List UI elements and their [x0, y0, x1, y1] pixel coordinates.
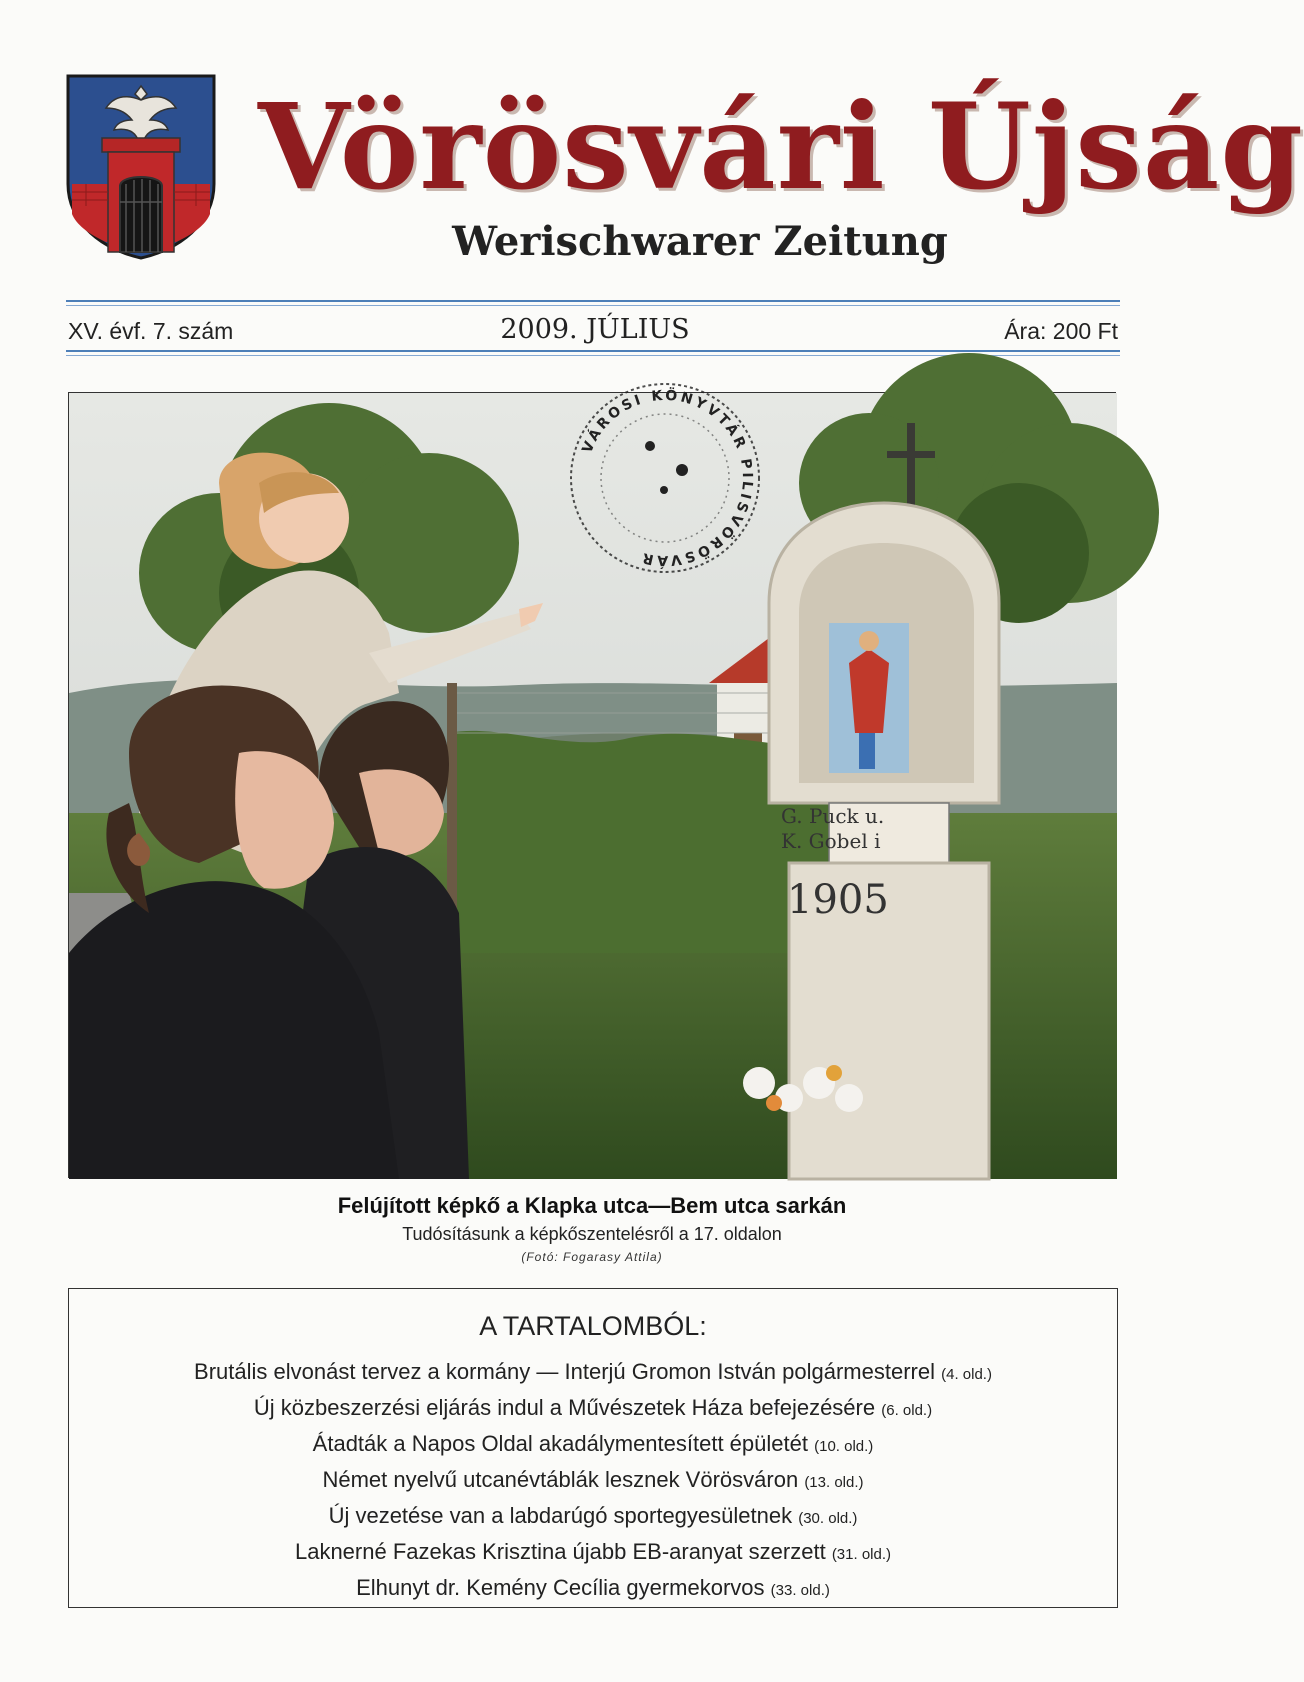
issue-price: Ára: 200 Ft	[1004, 318, 1118, 344]
contents-item[interactable]: Laknerné Fazekas Krisztina újabb EB-aranyat szerzett (31. old.)	[294, 1539, 892, 1564]
contents-list	[69, 1355, 1117, 1607]
masthead-title: Vörösvári Újság	[258, 77, 1304, 216]
plaque-year: 1905	[787, 877, 889, 923]
contents-item[interactable]: Átadták a Napos Oldal akadálymentesített épületét (10. old.)	[312, 1431, 874, 1456]
plaque-line-1: G. Puck u.	[781, 804, 885, 828]
photo-credit: (Fotó: Fogarasy Attila)	[521, 1250, 663, 1264]
contents-item[interactable]: Brutális elvonást tervez a kormány — Interjú Gromon István polgármesterrel (4. old.)	[194, 1359, 992, 1384]
contents-box	[68, 1288, 1118, 1608]
top-rule-thin	[66, 305, 1120, 306]
coat-of-arms-icon	[66, 74, 216, 260]
contents-item[interactable]: Elhunyt dr. Kemény Cecília gyermekorvos (33. old.)	[356, 1575, 830, 1600]
stamp-text: VÁROSI KÖNYVTÁR PILISVÖRÖSVÁR	[579, 387, 756, 569]
photo-caption-title: Felújított képkő a Klapka utca—Bem utca sarkán	[337, 1193, 847, 1218]
contents-heading: A TARTALOMBÓL:	[479, 1311, 707, 1341]
issue-date: 2009. JÚLIUS	[500, 314, 690, 345]
plaque-line-2: K. Gobel i	[781, 829, 881, 853]
masthead-subtitle: Werischwarer Zeitung	[452, 218, 948, 265]
top-rule	[66, 300, 1120, 302]
contents-item[interactable]: Német nyelvű utcanévtáblák lesznek Vörösváron (13. old.)	[322, 1467, 864, 1492]
issue-volume: XV. évf. 7. szám	[68, 318, 234, 344]
contents-item[interactable]: Új vezetése van a labdarúgó sportegyesületnek (30. old.)	[328, 1503, 858, 1528]
photo-caption-subtitle: Tudósításunk a képkőszentelésről a 17. oldalon	[402, 1224, 782, 1244]
bottom-rule	[66, 350, 1120, 352]
library-stamp-icon	[560, 378, 770, 578]
contents-item[interactable]: Új közbeszerzési eljárás indul a Művészetek Háza befejezésére (6. old.)	[253, 1395, 933, 1420]
